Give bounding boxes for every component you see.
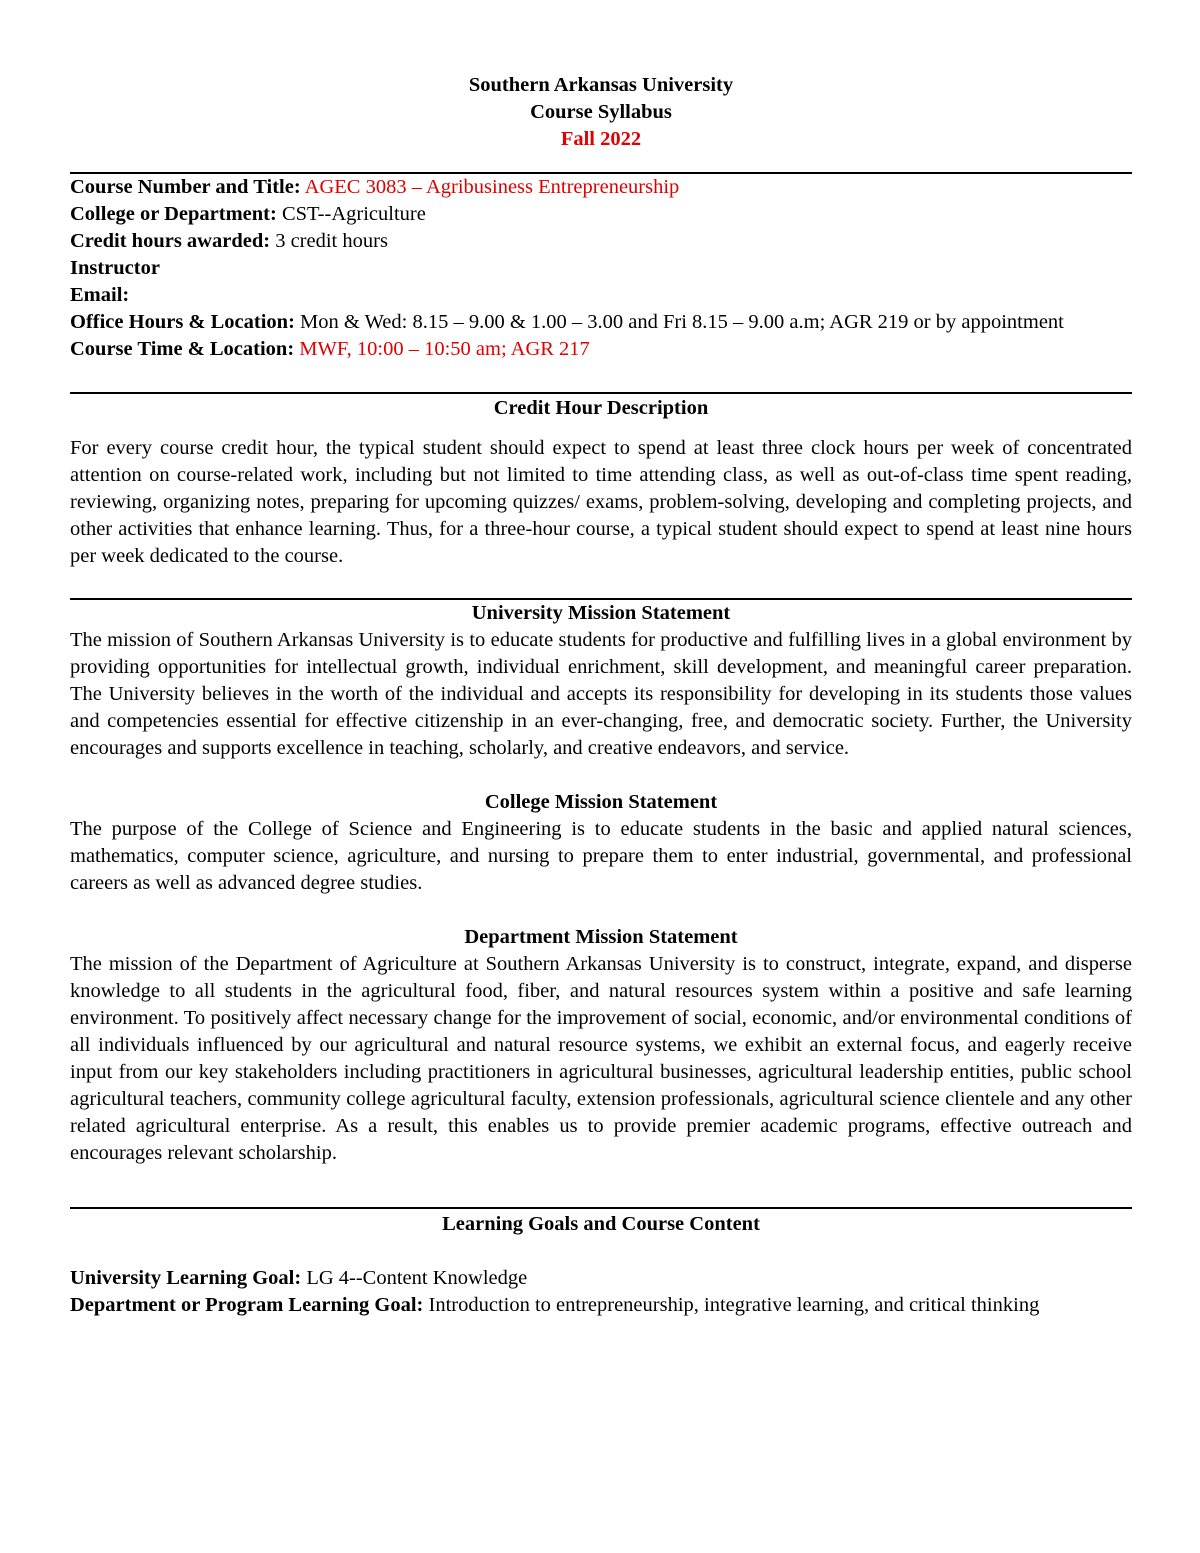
learning-goals-heading: Learning Goals and Course Content [442,1213,760,1235]
office-hours-label: Office Hours & Location: [70,311,295,333]
college-mission-heading: College Mission Statement [484,791,718,813]
department [70,201,1132,228]
document-title: Course Syllabus [530,101,672,123]
course-time-value: MWF, 10:00 – 10:50 am; AGR 217 [299,338,590,360]
course-number-title [70,174,1132,201]
credit-hours [70,228,1132,255]
department-mission-heading: Department Mission Statement [464,926,738,948]
syllabus-page [70,72,1132,1319]
university-name: Southern Arkansas University [468,74,734,96]
course-number-title-value: AGEC 3083 – Agribusiness Entrepreneurship [304,176,680,198]
department-mission-body: The mission of the Department of Agriculture at Southern Arkansas University is to construct, integrate, expand, and disperse knowledge to all students in the agricultural food, fiber, and natural resources system within a positive and safe learning environment. To positively affect necessary change for the improvement of social, economic, and/or environmental conditions of all individuals influenced by our agricultural and natural resource systems, we exhibit an external focus, and eagerly receive input from our key stakeholders including practitioners in agricultural businesses, agricultural leadership entities, public school agricultural teachers, community college agricultural faculty, extension professionals, agricultural science clientele and any other related agricultural enterprise. As a result, this enables us to provide premier academic programs, effective outreach and encourages relevant scholarship. [70,953,1132,1164]
university-mission-section [70,600,1132,762]
title-block [70,72,1132,153]
credit-hours-value: 3 credit hours [275,230,388,252]
learning-goals-section [70,1211,1132,1319]
department-value: CST--Agriculture [281,203,426,225]
department-label: College or Department: [70,203,277,225]
university-learning-goal [70,1265,1132,1292]
department-mission-section [70,924,1132,1167]
instructor-label: Instructor [70,257,160,279]
university-mission-body: The mission of Southern Arkansas University is to educate students for productive and fulfilling lives in a global environment by providing opportunities for intellectual growth, individual enrichment, skill development, and meaningful career preparation. The University believes in the worth of the individual and accepts its responsibility for developing in its students those values and competencies essential for effective citizenship in an ever-changing, free, and democratic society. Further, the University encourages and supports excellence in teaching, scholarly, and creative endeavors, and service. [70,629,1132,759]
program-learning-goal [70,1292,1132,1319]
program-learning-goal-label: Department or Program Learning Goal: [70,1294,424,1316]
credit-hour-heading: Credit Hour Description [493,397,709,419]
credit-hours-label: Credit hours awarded: [70,230,271,252]
credit-hour-section [70,395,1132,570]
email-label: Email: [70,284,130,306]
university-mission-heading: University Mission Statement [471,602,731,624]
college-mission-section [70,789,1132,897]
course-time [70,336,1132,363]
credit-hour-body: For every course credit hour, the typical student should expect to spend at least three clock hours per week of concentrated attention on course-related work, including but not limited to time attending class, as well as out-of-class time spent reading, reviewing, organizing notes, preparing for upcoming quizzes/ exams, problem-solving, developing and completing projects, and other activities that enhance learning. Thus, for a three-hour course, a typical student should expect to spend at least nine hours per week dedicated to the course. [70,437,1132,567]
university-learning-goal-value: LG 4--Content Knowledge [306,1267,528,1289]
program-learning-goal-value: Introduction to entrepreneurship, integrative learning, and critical thinking [428,1294,1040,1316]
course-info [70,174,1132,363]
term: Fall 2022 [560,128,642,150]
divider [70,1207,1132,1209]
course-number-title-label: Course Number and Title: [70,176,301,198]
office-hours [70,309,1132,336]
college-mission-body: The purpose of the College of Science and Engineering is to educate students in the basic and applied natural sciences, mathematics, computer science, agriculture, and nursing to prepare them to enter industrial, governmental, and professional careers as well as advanced degree studies. [70,818,1132,894]
university-learning-goal-label: University Learning Goal: [70,1267,302,1289]
course-time-label: Course Time & Location: [70,338,295,360]
divider [70,392,1132,394]
office-hours-value: Mon & Wed: 8.15 – 9.00 & 1.00 – 3.00 and Fri 8.15 – 9.00 a.m; AGR 219 or by appointment [300,311,1064,333]
